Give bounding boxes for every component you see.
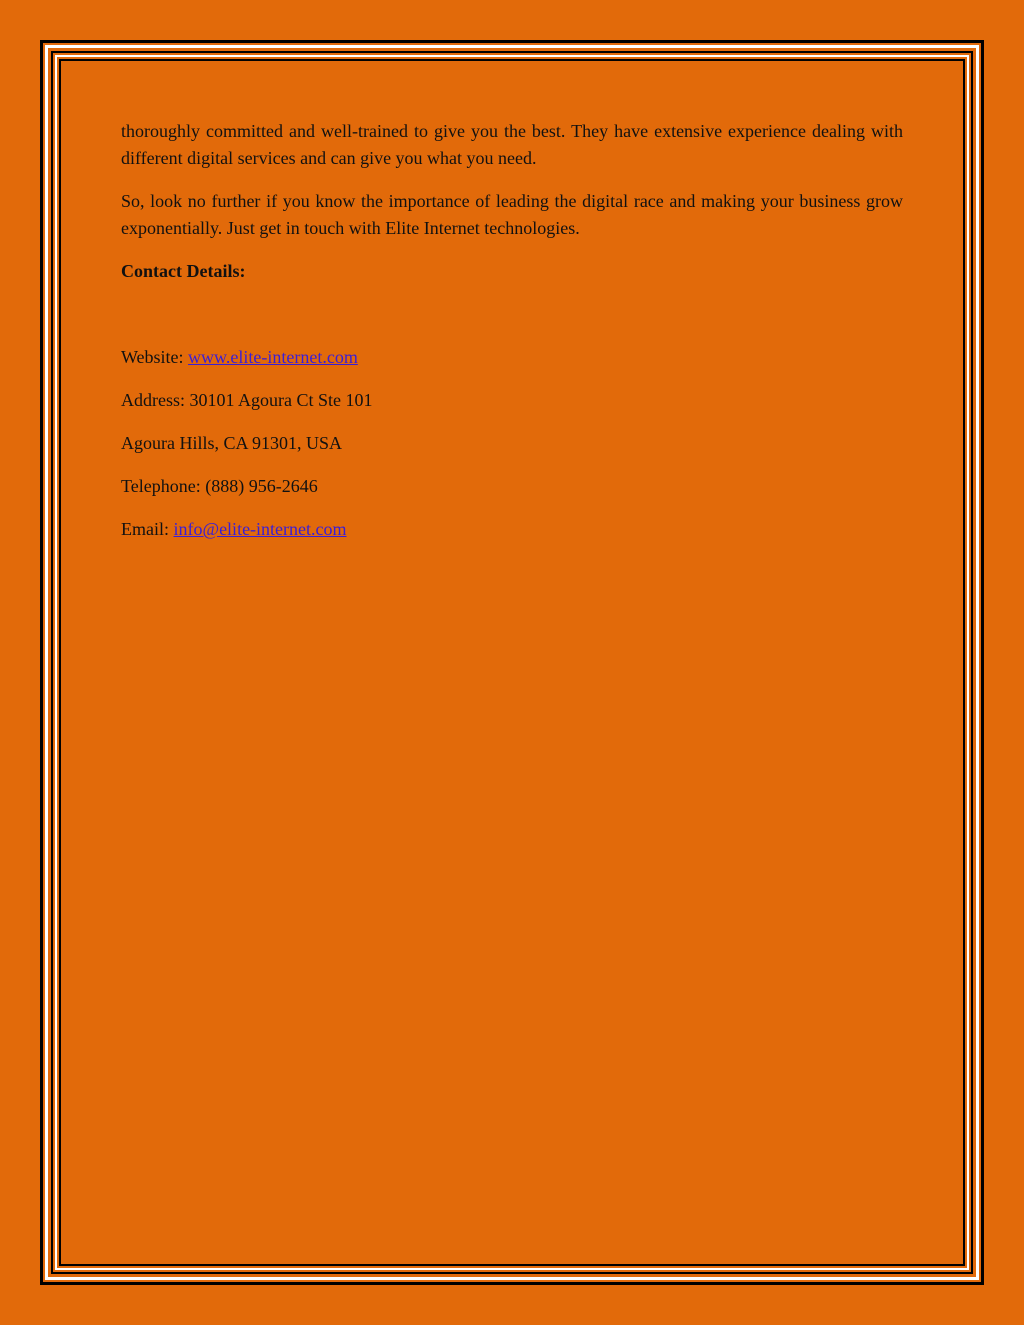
address-line-2: Agoura Hills, CA 91301, USA (121, 433, 343, 453)
document-body (121, 118, 903, 559)
contact-heading: Contact Details: (121, 261, 246, 281)
website-line (121, 344, 903, 371)
email-link[interactable]: info@elite-internet.com (173, 519, 347, 539)
email-line (121, 516, 903, 543)
website-label: Website: (121, 347, 189, 367)
telephone-line: Telephone: (888) 956-2646 (121, 476, 318, 496)
address-line-1: Address: 30101 Agoura Ct Ste 101 (121, 390, 373, 410)
paragraph-2: So, look no further if you know the importance of leading the digital race and making your business grow exponentially. Just get in touch with Elite Internet technologies. (121, 191, 903, 238)
email-label: Email: (121, 519, 174, 539)
paragraph-1: thoroughly committed and well-trained to give you the best. They have extensive experience dealing with different digital services and can give you what you need. (121, 121, 903, 168)
website-link[interactable]: www.elite-internet.com (188, 347, 358, 367)
